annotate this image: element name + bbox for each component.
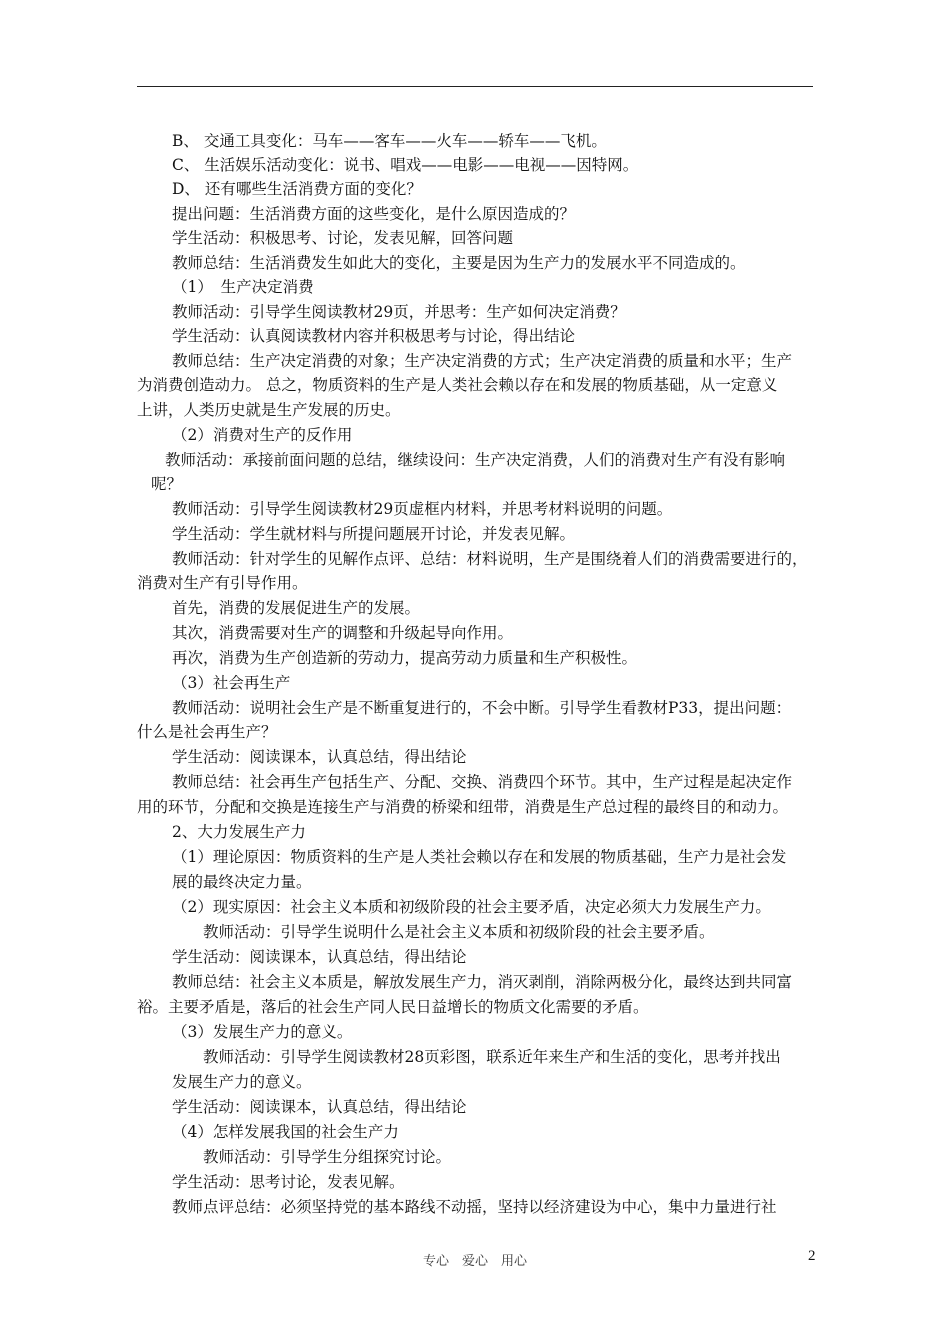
text-line: 教师活动：引导学生阅读教材29页，并思考：生产如何决定消费？ bbox=[172, 303, 626, 321]
section-heading: （2）消费对生产的反作用 bbox=[172, 426, 353, 444]
text-line: 教师总结：社会主义本质是，解放发展生产力，消灭剥削，消除两极分化，最终达到共同富 bbox=[172, 973, 793, 991]
text-line: 学生活动：阅读课本，认真总结，得出结论 bbox=[172, 1098, 467, 1116]
text-line: 教师活动：引导学生说明什么是社会主义本质和初级阶段的社会主要矛盾。 bbox=[203, 923, 715, 941]
header-rule bbox=[137, 86, 813, 87]
text-line: 呢？ bbox=[151, 475, 183, 493]
text-line: 裕。主要矛盾是，落后的社会生产同人民日益增长的物质文化需要的矛盾。 bbox=[137, 998, 649, 1016]
text-line: 教师活动：引导学生阅读教材29页虚框内材料，并思考材料说明的问题。 bbox=[172, 500, 673, 518]
text-line: 教师总结：生活消费发生如此大的变化，主要是因为生产力的发展水平不同造成的。 bbox=[172, 254, 746, 272]
text-line: （1）理论原因：物质资料的生产是人类社会赖以存在和发展的物质基础，生产力是社会发 bbox=[172, 848, 787, 866]
text-line: 教师点评总结：必须坚持党的基本路线不动摇，坚持以经济建设为中心，集中力量进行社 bbox=[172, 1198, 777, 1216]
text-line: 为消费创造动力。 总之，物质资料的生产是人类社会赖以存在和发展的物质基础，从一定意义 bbox=[137, 376, 778, 394]
section-heading: （1） 生产决定消费 bbox=[172, 278, 314, 296]
text-line: 教师活动：说明社会生产是不断重复进行的，不会中断。引导学生看教材P33，提出问题： bbox=[172, 699, 792, 717]
text-line: （2）现实原因：社会主义本质和初级阶段的社会主要矛盾，决定必须大力发展生产力。 bbox=[172, 898, 771, 916]
text-line: 教师总结：生产决定消费的对象；生产决定消费的方式；生产决定消费的质量和水平；生产 bbox=[172, 352, 793, 370]
text-line: 其次，消费需要对生产的调整和升级起导向作用。 bbox=[172, 624, 514, 642]
text-line: 发展生产力的意义。 bbox=[172, 1073, 312, 1091]
section-heading: （4）怎样发展我国的社会生产力 bbox=[172, 1123, 399, 1141]
text-line: 上讲，人类历史就是生产发展的历史。 bbox=[137, 401, 401, 419]
text-line: 学生活动：积极思考、讨论，发表见解，回答问题 bbox=[172, 229, 514, 247]
text-line: 学生活动：学生就材料与所提问题展开讨论，并发表见解。 bbox=[172, 525, 576, 543]
text-line: 教师活动：承接前面问题的总结，继续设问：生产决定消费，人们的消费对生产有没有影响 bbox=[165, 451, 786, 469]
section-heading: （3）发展生产力的意义。 bbox=[172, 1023, 353, 1041]
text-line: B、 交通工具变化：马车——客车——火车——轿车——飞机。 bbox=[172, 132, 607, 150]
page-number: 2 bbox=[808, 1248, 816, 1264]
text-line: 学生活动：认真阅读教材内容并积极思考与讨论，得出结论 bbox=[172, 327, 576, 345]
text-line: 消费对生产有引导作用。 bbox=[137, 574, 308, 592]
text-line: 提出问题：生活消费方面的这些变化，是什么原因造成的？ bbox=[172, 205, 576, 223]
text-line: C、 生活娱乐活动变化：说书、唱戏——电影——电视——因特网。 bbox=[172, 156, 639, 174]
footer-motto: 专心 爱心 用心 bbox=[422, 1254, 527, 1269]
section-heading: 2、大力发展生产力 bbox=[172, 823, 306, 841]
text-line: 学生活动：阅读课本，认真总结，得出结论 bbox=[172, 748, 467, 766]
text-line: 学生活动：阅读课本，认真总结，得出结论 bbox=[172, 948, 467, 966]
text-line: 教师活动：针对学生的见解作点评、总结：材料说明，生产是围绕着人们的消费需要进行的， bbox=[172, 550, 808, 568]
section-heading: （3）社会再生产 bbox=[172, 674, 291, 692]
text-line: 什么是社会再生产？ bbox=[137, 723, 277, 741]
text-line: 展的最终决定力量。 bbox=[172, 873, 312, 891]
text-line: 教师活动：引导学生阅读教材28页彩图，联系近年来生产和生活的变化，思考并找出 bbox=[203, 1048, 781, 1066]
text-line: D、 还有哪些生活消费方面的变化？ bbox=[172, 180, 422, 198]
text-line: 首先，消费的发展促进生产的发展。 bbox=[172, 599, 421, 617]
text-line: 教师活动：引导学生分组探究讨论。 bbox=[203, 1148, 452, 1166]
text-line: 教师总结：社会再生产包括生产、分配、交换、消费四个环节。其中，生产过程是起决定作 bbox=[172, 773, 793, 791]
text-line: 学生活动：思考讨论，发表见解。 bbox=[172, 1173, 405, 1191]
text-line: 用的环节，分配和交换是连接生产与消费的桥梁和纽带，消费是生产总过程的最终目的和动力。 bbox=[137, 798, 789, 816]
text-line: 再次，消费为生产创造新的劳动力，提高劳动力质量和生产积极性。 bbox=[172, 649, 638, 667]
